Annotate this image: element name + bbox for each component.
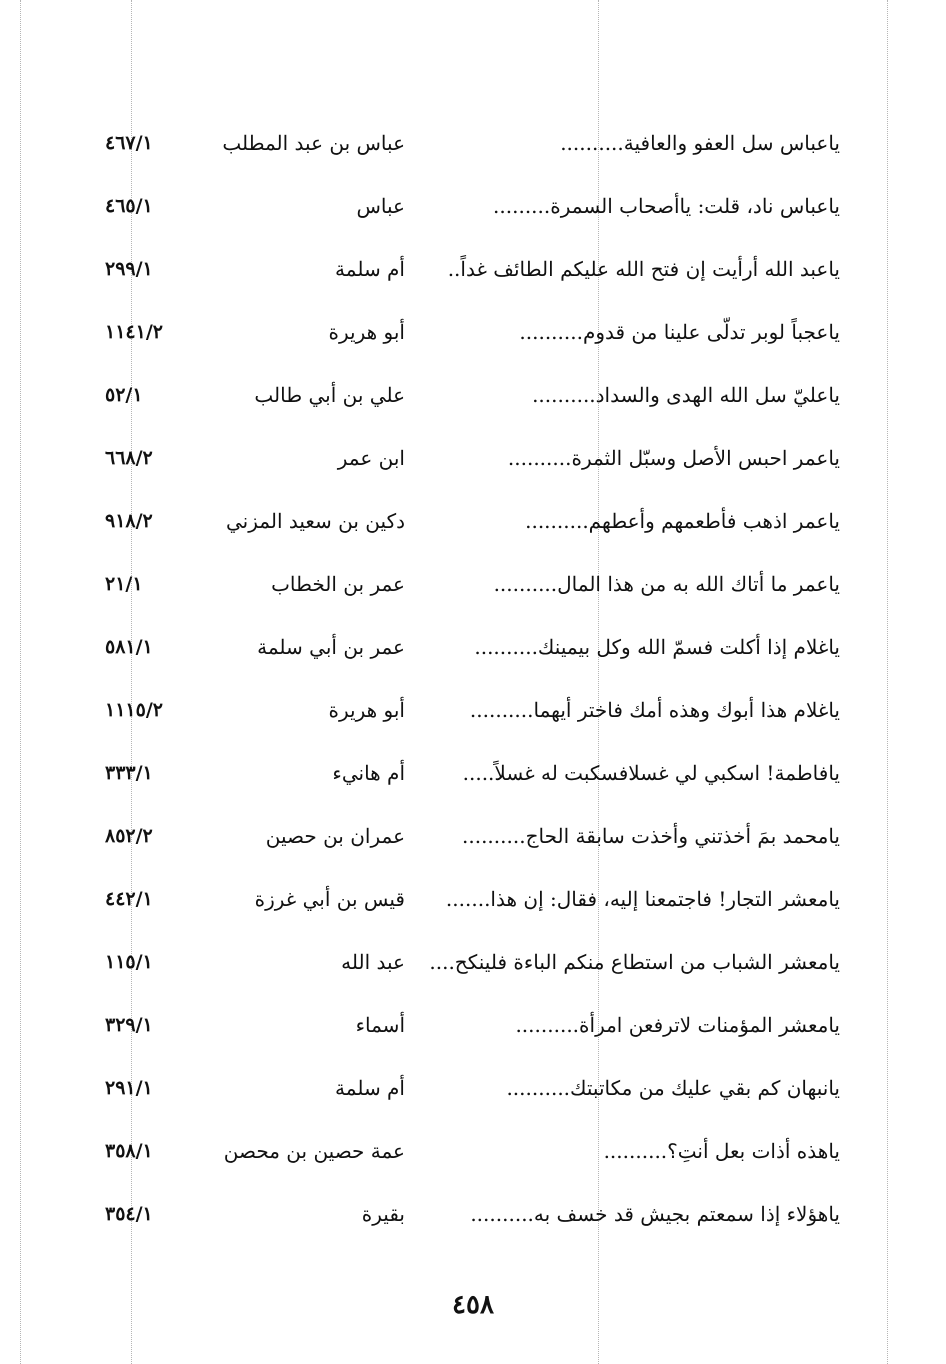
narrator-name: ابن عمر (337, 446, 405, 470)
volume-page-reference: ٥٢/١ (105, 384, 143, 406)
volume-page-reference: ٣٥٤/١ (105, 1203, 153, 1225)
index-entry (105, 126, 840, 189)
index-entry (105, 693, 840, 756)
narrator-name: أبو هريرة (328, 698, 405, 722)
volume-page-reference: ٩١٨/٢ (105, 510, 153, 532)
index-entry (105, 504, 840, 567)
hadith-text: ياهذه أذات بعل أنتِ؟.......... (603, 1139, 840, 1163)
scan-guide-line (887, 0, 888, 1364)
hadith-text: ياعباس سل العفو والعافية.......... (560, 131, 840, 155)
index-entry (105, 441, 840, 504)
narrator-name: أم هانيء (332, 761, 405, 785)
index-entry (105, 567, 840, 630)
hadith-text: ياغلام إذا أكلت فسمّ الله وكل بيمينك.......... (474, 635, 840, 659)
index-entry (105, 252, 840, 315)
volume-page-reference: ٣٥٨/١ (105, 1140, 153, 1162)
index-entry (105, 189, 840, 252)
index-entry (105, 1008, 840, 1071)
hadith-text: ياعبد الله أرأيت إن فتح الله عليكم الطائف غداً.. (447, 257, 840, 281)
index-entry (105, 378, 840, 441)
narrator-name: دكين بن سعيد المزني (226, 509, 405, 533)
volume-page-reference: ٦٦٨/٢ (105, 447, 153, 469)
volume-page-reference: ١١٤١/٢ (105, 321, 163, 343)
narrator-name: قيس بن أبي غرزة (254, 887, 405, 911)
narrator-name: عمة حصين بن محصن (223, 1139, 405, 1163)
hadith-text: ياعجباً لوبر تدلّى علينا من قدوم.......... (519, 320, 840, 344)
index-entry (105, 756, 840, 819)
narrator-name: عمران بن حصين (265, 824, 405, 848)
index-entry (105, 630, 840, 693)
page-number: ٤٥٨ (452, 1290, 494, 1320)
hadith-text: ياغلام هذا أبوك وهذه أمك فاختر أيهما.......... (469, 698, 840, 722)
narrator-name: أم سلمة (335, 257, 405, 281)
hadith-text: يامعشر المؤمنات لاترفعن امرأة.......... (515, 1013, 840, 1037)
narrator-name: أم سلمة (335, 1076, 405, 1100)
index-entry (105, 1197, 840, 1260)
narrator-name: عباس بن عبد المطلب (222, 131, 405, 155)
hadith-text: يامعشر التجار! فاجتمعنا إليه، فقال: إن هذا....... (445, 887, 840, 911)
volume-page-reference: ١١٥/١ (105, 951, 153, 973)
volume-page-reference: ٢١/١ (105, 573, 143, 595)
hadith-text: ياعمر ما أتاك الله به من هذا المال.......... (493, 572, 840, 596)
index-entry (105, 819, 840, 882)
narrator-name: عباس (356, 194, 405, 218)
hadith-text: يافاطمة! اسكبي لي غسلافسكبت له غسلاً..... (462, 761, 840, 785)
volume-page-reference: ٨٥٢/٢ (105, 825, 153, 847)
scan-guide-line (20, 0, 21, 1364)
index-entry (105, 882, 840, 945)
narrator-name: عمر بن الخطاب (271, 572, 405, 596)
hadith-index-list (105, 126, 840, 1260)
hadith-text: يامحمد بمَ أخذتني وأخذت سابقة الحاج.......... (462, 824, 840, 848)
narrator-name: علي بن أبي طالب (254, 383, 405, 407)
index-entry (105, 945, 840, 1008)
narrator-name: بقيرة (361, 1202, 405, 1226)
volume-page-reference: ٤٦٧/١ (105, 132, 153, 154)
index-entry (105, 315, 840, 378)
hadith-text: ياعباس ناد، قلت: ياأصحاب السمرة......... (493, 194, 840, 218)
hadith-text: يامعشر الشباب من استطاع منكم الباءة فلينكح.... (429, 950, 840, 974)
volume-page-reference: ٣٣٣/١ (105, 762, 153, 784)
hadith-text: ياعمر اذهب فأطعمهم وأعطهم.......... (525, 509, 840, 533)
narrator-name: أبو هريرة (328, 320, 405, 344)
volume-page-reference: ٥٨١/١ (105, 636, 153, 658)
volume-page-reference: ٢٩١/١ (105, 1077, 153, 1099)
narrator-name: أسماء (355, 1013, 405, 1037)
index-entry (105, 1134, 840, 1197)
narrator-name: عبد الله (341, 950, 405, 974)
index-entry (105, 1071, 840, 1134)
volume-page-reference: ٤٦٥/١ (105, 195, 153, 217)
hadith-text: يانبهان كم بقي عليك من مكاتبتك.......... (506, 1076, 840, 1100)
volume-page-reference: ٢٩٩/١ (105, 258, 153, 280)
hadith-text: ياعليّ سل الله الهدى والسداد.......... (532, 383, 840, 407)
volume-page-reference: ٣٢٩/١ (105, 1014, 153, 1036)
hadith-text: ياهؤلاء إذا سمعتم بجيش قد خسف به.......... (470, 1202, 840, 1226)
hadith-text: ياعمر احبس الأصل وسبّل الثمرة.......... (507, 446, 840, 470)
volume-page-reference: ٤٤٢/١ (105, 888, 153, 910)
narrator-name: عمر بن أبي سلمة (257, 635, 405, 659)
volume-page-reference: ١١١٥/٢ (105, 699, 163, 721)
